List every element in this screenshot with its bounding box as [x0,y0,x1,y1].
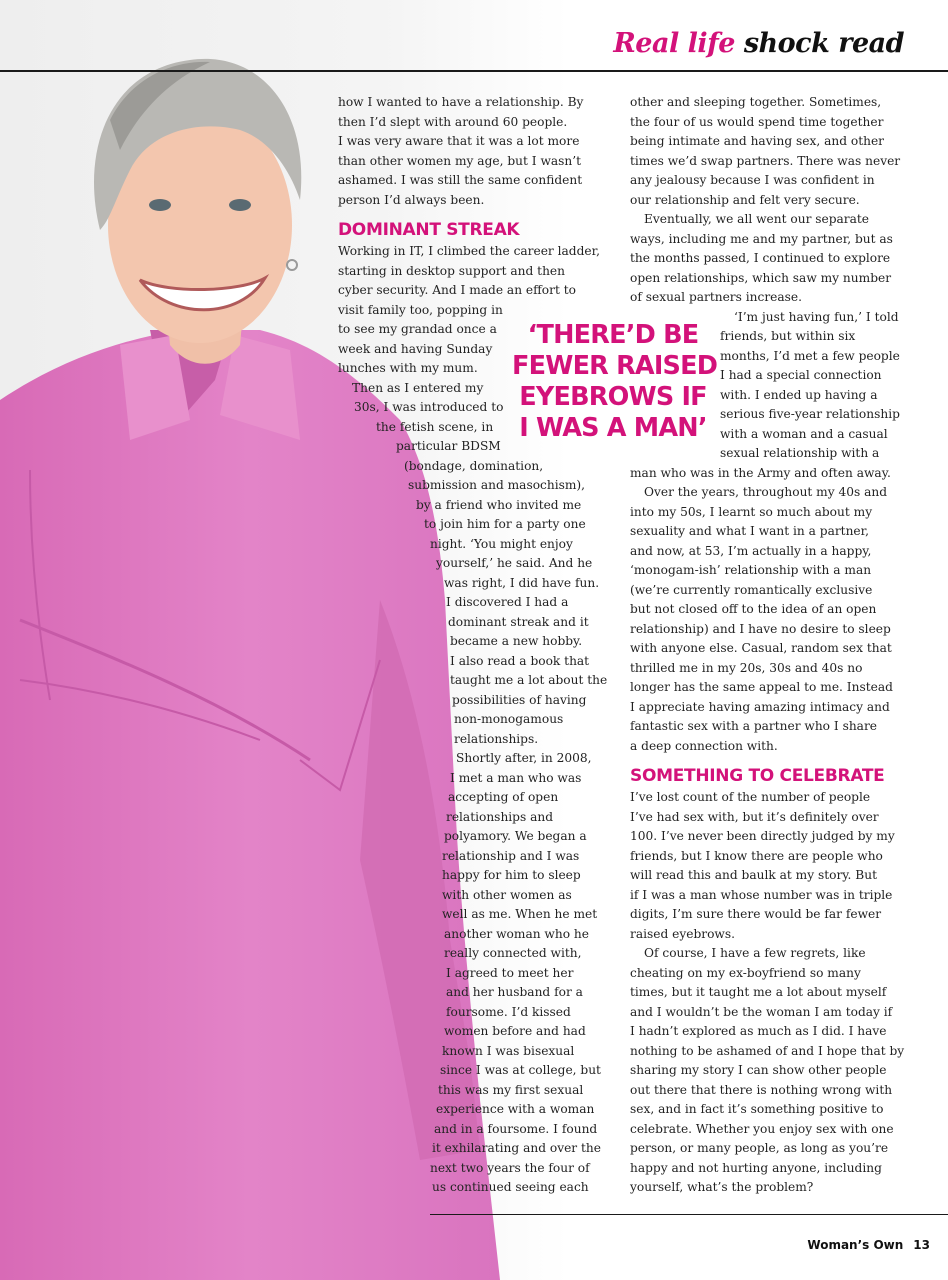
body-text-line: Then as I entered my [352,380,484,395]
body-text-line: yourself,’ he said. And he [436,556,593,570]
body-text-line: the fetish scene, in [376,419,494,434]
body-text-line: happy and not hurting anyone, including [630,1160,882,1175]
body-text-line: digits, I’m sure there would be far fewer [630,907,882,921]
body-text-line: I also read a book that [450,653,590,668]
body-text-line: starting in desktop support and then [338,263,565,278]
body-text-line: longer has the same appeal to me. Instead [630,680,893,694]
body-text-line: our relationship and felt very secure. [630,192,860,207]
footer-rule [430,1214,948,1215]
body-text-line: by a friend who invited me [416,497,582,512]
body-text-line: the months passed, I continued to explore [630,251,891,265]
body-text-line: this was my first sexual [438,1082,584,1097]
header-rule [0,70,948,72]
body-text-line: I agreed to meet her [446,965,574,980]
body-text-line: relationships. [454,731,539,746]
body-text-line: the four of us would spend time together [630,114,884,129]
body-text-line: man who was in the Army and often away. [630,465,891,480]
page-footer [807,1238,930,1252]
section-header [613,28,904,59]
body-text-line: ‘monogam-ish’ relationship with a man [630,563,872,577]
body-text-line: with a woman and a casual [720,426,888,441]
section-heading: SOMETHING TO CELEBRATE [630,766,885,786]
body-text-line: to join him for a party one [424,517,586,531]
pull-quote-line: EYEBROWS IF [519,382,707,412]
body-text-line: but not closed off to the idea of an open [630,602,877,616]
body-text-line: became a new hobby. [450,634,583,648]
body-text-line: nothing to be ashamed of and I hope that by [630,1043,905,1058]
body-text-line: with other women as [442,887,572,902]
body-text-line: a deep connection with. [630,738,778,753]
body-text-line: fantastic sex with a partner who I share [630,719,877,733]
body-text-line: us continued seeing each [432,1180,589,1194]
body-text-line: yourself, what’s the problem? [630,1180,814,1194]
body-text-line: ‘I’m just having fun,’ I told [734,309,899,324]
page-number: 13 [913,1238,930,1252]
body-text-line: I had a special connection [720,368,882,382]
body-text-line: serious five-year relationship [720,407,900,421]
body-text-line: lunches with my mum. [338,361,478,375]
body-text-line: person I’d always been. [338,192,485,207]
body-text-line: accepting of open [448,790,559,804]
body-text-line: possibilities of having [452,692,587,707]
body-text-line: sex, and in fact it’s something positive to [630,1102,884,1116]
body-text-line: known I was bisexual [442,1043,575,1058]
body-text-line: another woman who he [444,926,589,941]
body-text-line: I discovered I had a [446,595,569,609]
body-text-line: I hadn’t explored as much as I did. I have [630,1024,887,1038]
body-text-line: Working in IT, I climbed the career ladder, [338,244,600,258]
body-text-line: night. ‘You might enjoy [430,536,573,551]
body-text-line: and in a foursome. I found [434,1121,598,1136]
body-text-line: submission and masochism), [408,478,586,492]
body-text-line: happy for him to sleep [442,868,581,882]
body-text-line: sexuality and what I want in a partner, [630,524,869,538]
body-text-line: friends, but within six [720,329,856,343]
body-text-line: ways, including me and my partner, but as [630,231,893,246]
body-text-line: will read this and baulk at my story. But [630,868,878,882]
body-text-line: times we’d swap partners. There was never [630,153,901,168]
pull-quote-line: I WAS A MAN’ [519,413,707,443]
body-text-line: 30s, I was introduced to [354,400,504,414]
body-text-line: sexual relationship with a [720,446,880,460]
body-text-line: then I’d slept with around 60 people. [338,114,568,129]
article-column-1 [338,93,613,1198]
body-text-line: 100. I’ve never been directly judged by my [630,829,895,843]
body-text-line: really connected with, [444,946,582,960]
body-text-line: since I was at college, but [440,1063,601,1077]
body-text-line: (we’re currently romantically exclusive [630,582,873,597]
body-text-line: I appreciate having amazing intimacy and [630,699,890,714]
pull-quote-line: FEWER RAISED [512,351,718,381]
body-text-line: and I wouldn’t be the woman I am today if [630,1004,893,1019]
body-text-line: (bondage, domination, [404,458,544,473]
body-text-line: I was very aware that it was a lot more [338,134,580,148]
body-text-line: polyamory. We began a [444,829,587,843]
body-text-line: cheating on my ex-boyfriend so many [630,965,861,980]
body-text-line: celebrate. Whether you enjoy sex with one [630,1121,894,1136]
body-text-line: how I wanted to have a relationship. By [338,95,584,109]
body-text-line: well as me. When he met [442,907,598,921]
pull-quote [512,320,718,444]
pull-quote-line: ‘THERE’D BE [527,320,699,350]
body-text-line: cyber security. And I made an effort to [338,283,576,297]
body-text-line: experience with a woman [436,1102,595,1116]
body-text-line: with anyone else. Casual, random sex that [630,641,892,655]
body-text-line: I’ve lost count of the number of people [630,790,871,804]
body-text-line: than other women my age, but I wasn’t [338,153,582,168]
body-text-line: if I was a man whose number was in triple [630,887,893,902]
body-text-line: sharing my story I can show other people [630,1063,887,1077]
body-text-line: of sexual partners increase. [630,290,802,304]
body-text-line: next two years the four of [430,1160,590,1175]
body-text-line: I’ve had sex with, but it’s definitely over [630,809,879,824]
body-text-line: person, or many people, as long as you’re [630,1141,889,1155]
body-text-line: particular BDSM [396,439,501,453]
article-column-2 [630,93,915,1198]
body-text-line: women before and had [444,1024,586,1038]
body-text-line: thrilled me in my 20s, 30s and 40s no [630,660,863,675]
section-label: Real life [613,28,735,59]
body-text-line: it exhilarating and over the [432,1141,601,1155]
body-text-line: other and sleeping together. Sometimes, [630,95,882,109]
body-text-line: months, I’d met a few people [720,348,900,363]
body-text-line: any jealousy because I was confident in [630,173,875,187]
body-text-line: open relationships, which saw my number [630,270,892,285]
body-text-line: visit family too, popping in [338,302,503,317]
body-text-line: non-monogamous [454,712,564,726]
body-text-line: relationship) and I have no desire to sleep [630,621,891,636]
body-text-line: being intimate and having sex, and other [630,134,885,148]
body-text-line: raised eyebrows. [630,926,735,941]
body-text-line: dominant streak and it [448,614,589,629]
subsection-label: shock read [743,28,904,59]
body-text-line: Shortly after, in 2008, [456,751,592,765]
section-heading: DOMINANT STREAK [338,220,520,240]
body-text-line: with. I ended up having a [720,387,878,402]
body-text-line: Of course, I have a few regrets, like [644,946,866,960]
body-text-line: was right, I did have fun. [444,575,600,590]
magazine-name: Woman’s Own [807,1238,904,1252]
body-text-line: Over the years, throughout my 40s and [644,485,888,499]
body-text-line: I met a man who was [450,770,582,785]
body-text-line: relationship and I was [442,848,580,863]
body-text-line: and her husband for a [446,985,583,999]
body-text-line: relationships and [446,809,554,824]
body-text-line: friends, but I know there are people who [630,848,883,863]
body-text-line: out there that there is nothing wrong with [630,1082,893,1097]
body-text-line: into my 50s, I learnt so much about my [630,504,873,519]
body-text-line: to see my grandad once a [338,322,497,336]
body-text-line: foursome. I’d kissed [446,1004,571,1019]
body-text-line: and now, at 53, I’m actually in a happy, [630,543,872,558]
body-text-line: times, but it taught me a lot about myself [630,985,887,999]
body-text-line: week and having Sunday [338,341,493,356]
body-text-line: Eventually, we all went our separate [644,212,870,226]
body-text-line: taught me a lot about the [450,673,608,687]
body-text-line: ashamed. I was still the same confident [338,173,583,187]
